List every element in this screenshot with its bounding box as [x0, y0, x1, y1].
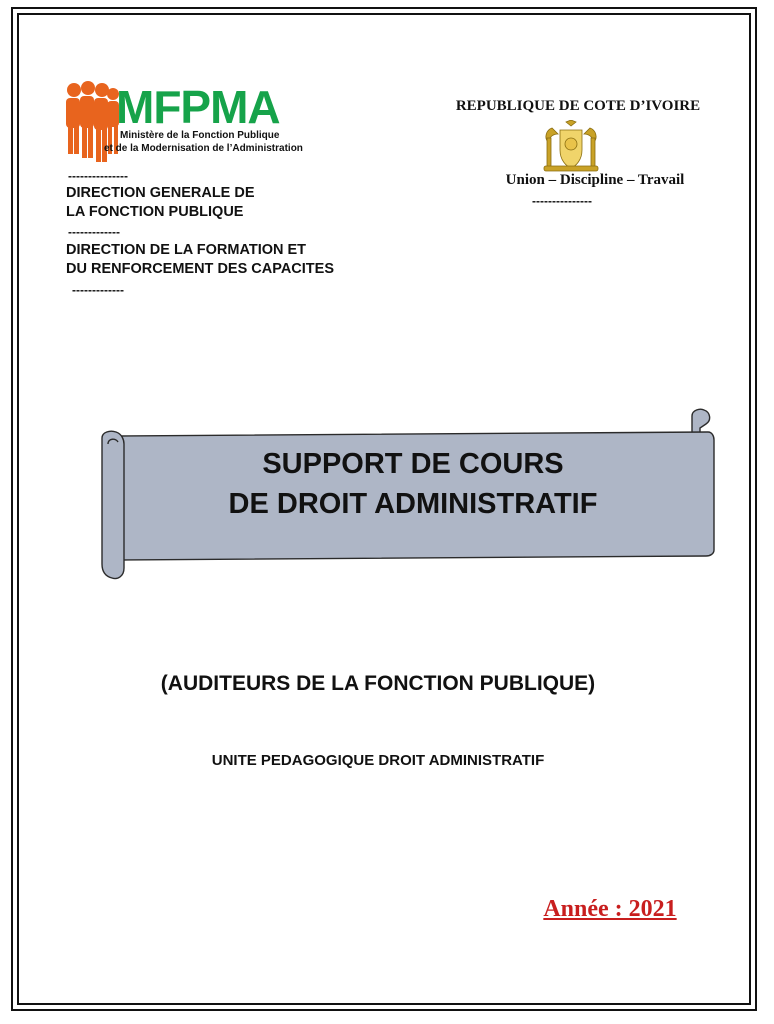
document-title	[120, 444, 706, 524]
direction-formation-line-1: DIRECTION DE LA FORMATION ET	[66, 242, 307, 258]
document-title-line-1: SUPPORT DE COURS	[262, 448, 564, 480]
direction-formation-line-2: DU RENFORCEMENT DES CAPACITES	[66, 261, 334, 277]
ministry-logo-subtitle-2: et de la Modernisation de l’Administration	[104, 143, 303, 154]
separator: ---------------	[68, 169, 128, 183]
separator: ---------------	[532, 194, 592, 208]
direction-generale-line-1: DIRECTION GENERALE DE	[66, 185, 255, 201]
ministry-logo-title: MFPMA	[116, 81, 280, 133]
pedagogic-unit: UNITE PEDAGOGIQUE DROIT ADMINISTRATIF	[211, 752, 545, 769]
audience-subtitle: (AUDITEURS DE LA FONCTION PUBLIQUE)	[160, 672, 596, 695]
separator: -------------	[68, 225, 120, 239]
republic-name: REPUBLIQUE DE COTE D’IVOIRE	[455, 98, 701, 114]
document-title-line-2: DE DROIT ADMINISTRATIF	[228, 488, 598, 520]
national-motto: Union – Discipline – Travail	[505, 172, 685, 188]
year-label: Année : 2021	[543, 896, 677, 922]
ministry-logo-subtitle-1: Ministère de la Fonction Publique	[120, 130, 280, 141]
direction-generale-line-2: LA FONCTION PUBLIQUE	[66, 204, 244, 220]
separator: -------------	[72, 283, 124, 297]
coat-of-arms-icon	[540, 120, 602, 172]
